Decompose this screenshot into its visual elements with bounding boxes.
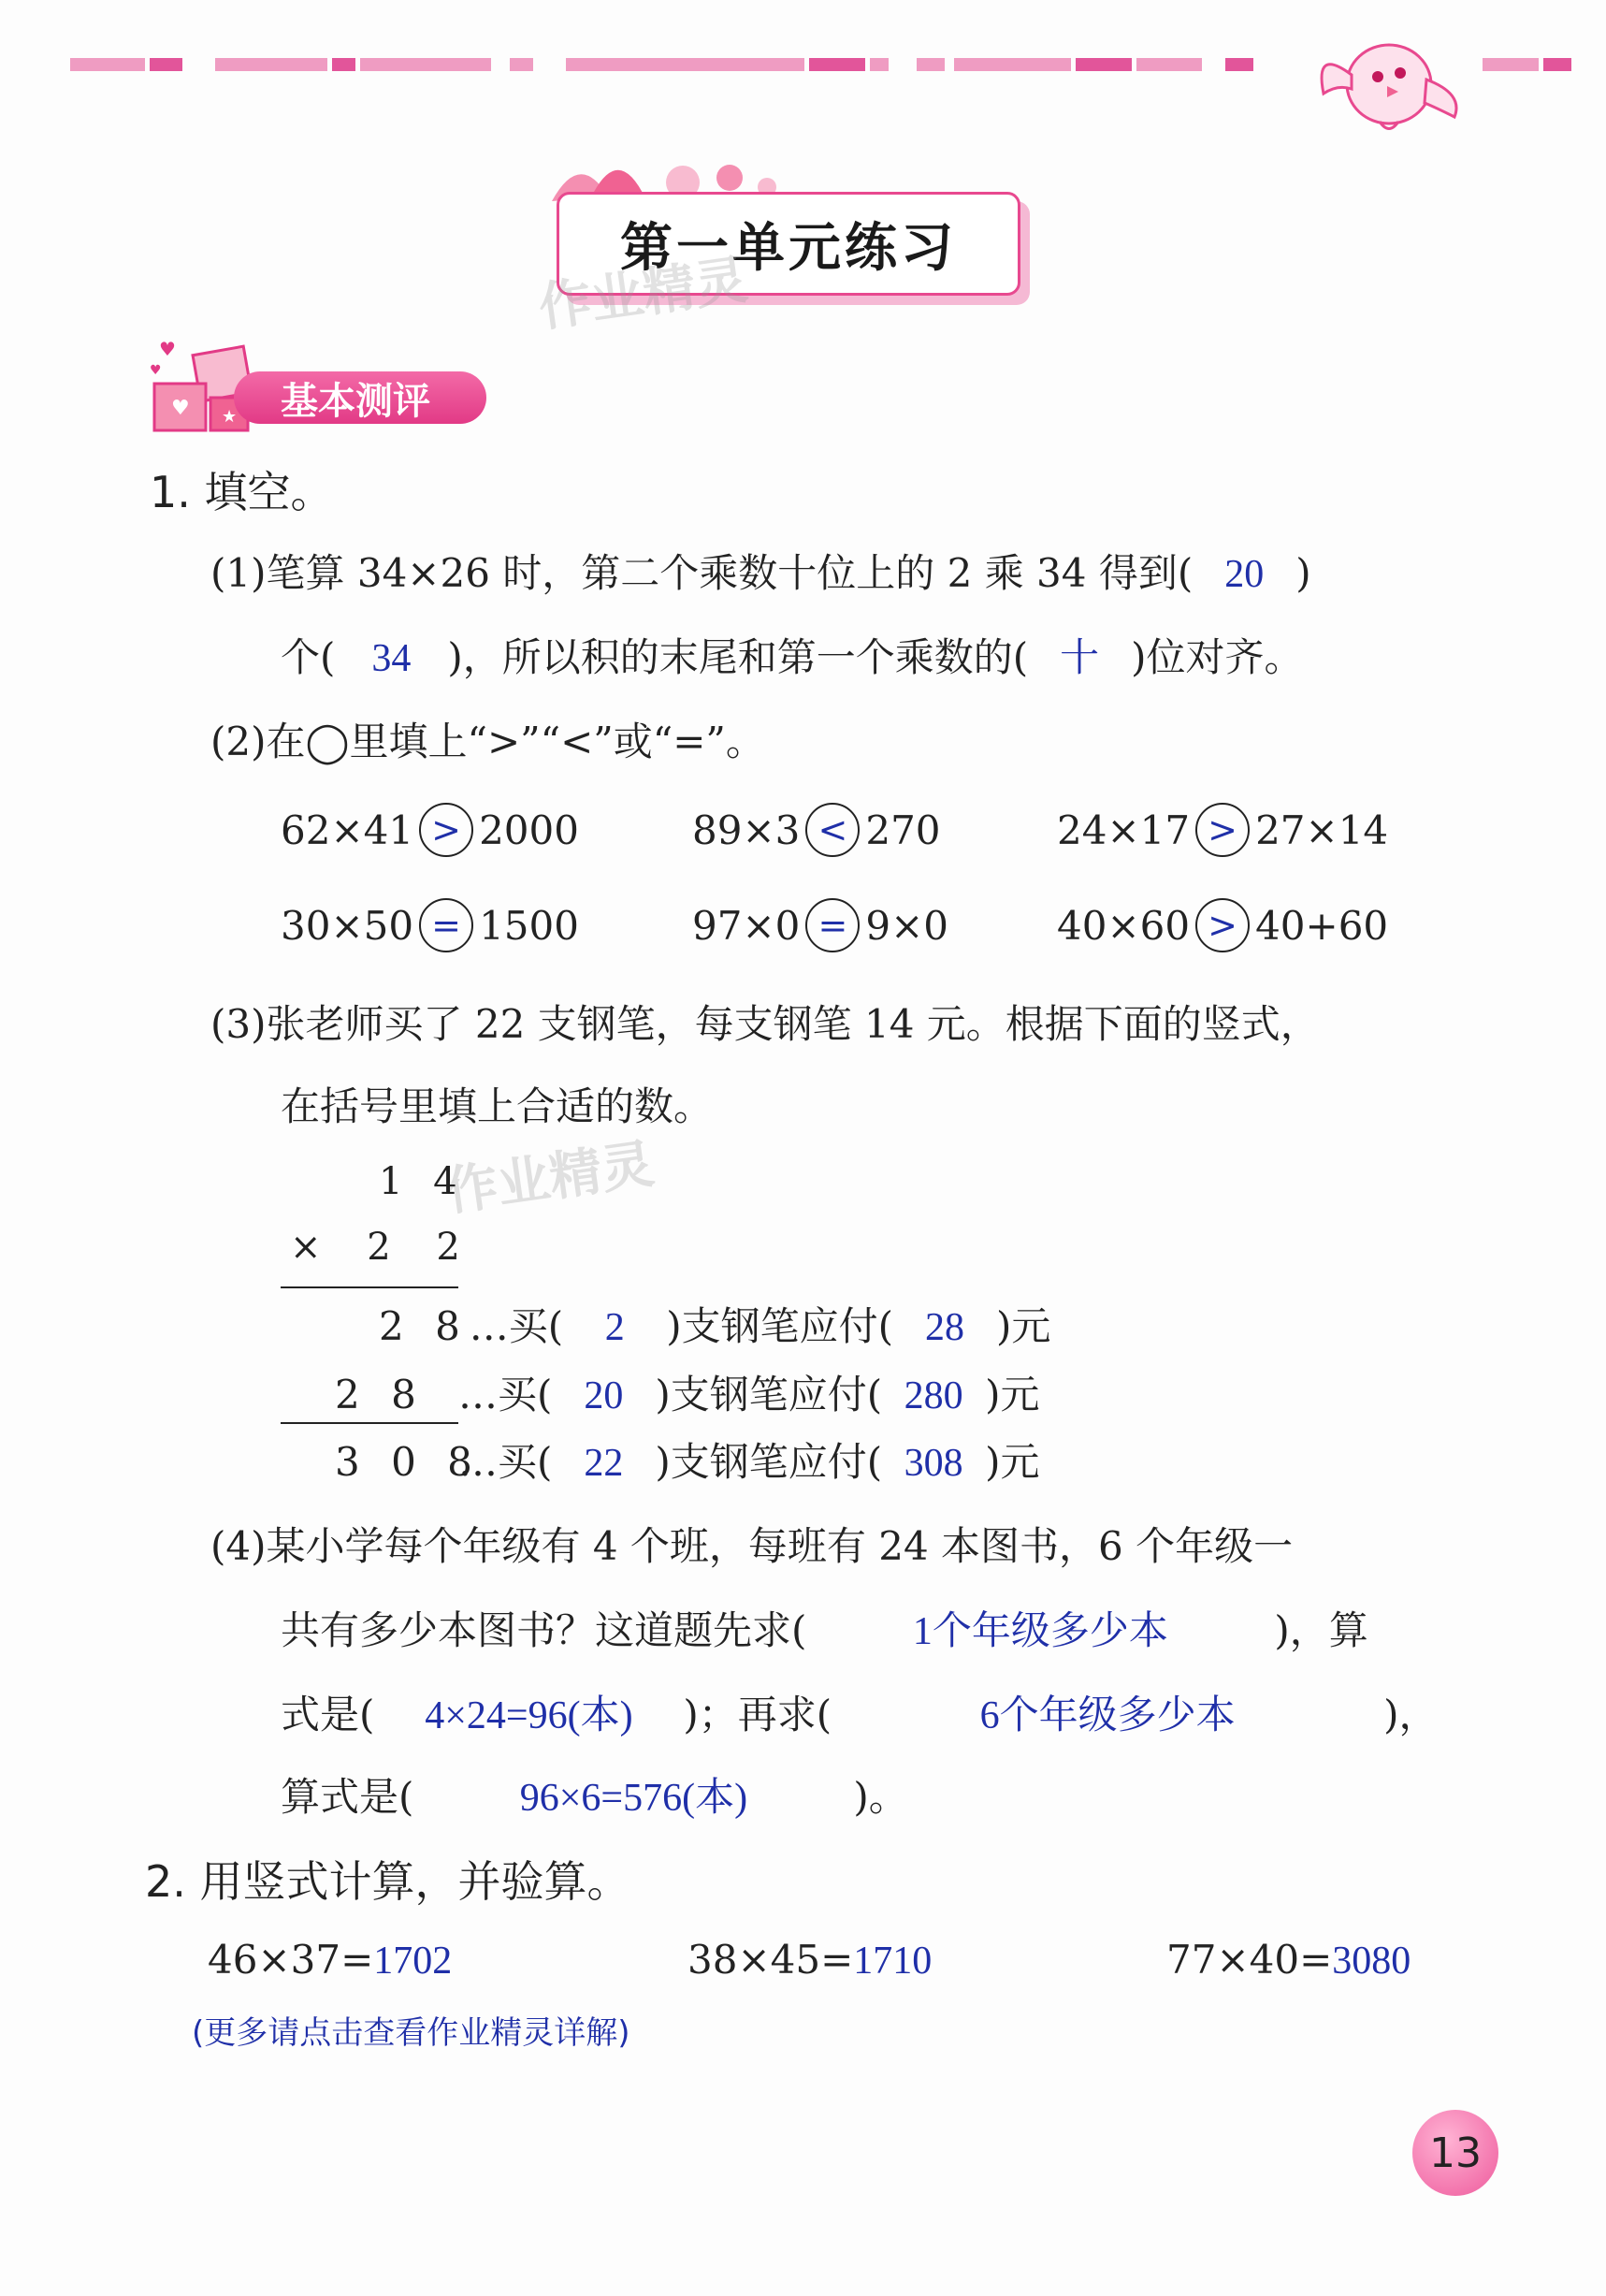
answer: 22 bbox=[584, 1442, 624, 1485]
svg-text:♥: ♥ bbox=[150, 363, 162, 378]
answer: 308 bbox=[904, 1442, 963, 1485]
bird-icon bbox=[1305, 19, 1469, 140]
q1-part3-line2: 在括号里填上合适的数。 bbox=[281, 1083, 714, 1129]
q1-part3-line1: (3)张老师买了 22 支钢笔，每支钢笔 14 元。根据下面的竖式， bbox=[210, 1001, 1320, 1047]
section-badge-label: 基本测评 bbox=[234, 371, 486, 424]
q1-part4-line4: 算式是( 96×6=576(本) )。 bbox=[281, 1766, 908, 1823]
answer: 十 bbox=[1060, 637, 1100, 680]
section-badge bbox=[145, 332, 500, 435]
calc-item: 77×40=3080 bbox=[1166, 1937, 1411, 1983]
comparison-circle: = bbox=[419, 898, 473, 952]
q1-part1-line1: (1)笔算 34×26 时，第二个乘数十位上的 2 乘 34 得到( 20 ) bbox=[210, 550, 1311, 596]
comparison-circle: < bbox=[805, 803, 860, 857]
page-title: 第一单元练习 bbox=[557, 192, 1020, 296]
vertical-multiplier: × 2 2 bbox=[290, 1226, 477, 1269]
answer: 280 bbox=[904, 1374, 963, 1417]
answer: 2 bbox=[604, 1306, 625, 1349]
watermark: 作业精灵 bbox=[441, 1133, 658, 1224]
comparison-item: 89×3 < 270 bbox=[692, 803, 941, 857]
vertical-rule bbox=[281, 1422, 458, 1424]
svg-text:★: ★ bbox=[222, 407, 238, 427]
q1-part4-line3: 式是( 4×24=96(本) )；再求( 6个年级多少本 )， bbox=[281, 1684, 1439, 1740]
answer: 34 bbox=[371, 637, 412, 680]
svg-text:♥: ♥ bbox=[159, 338, 176, 360]
comparison-item: 97×0 = 9×0 bbox=[692, 898, 948, 952]
vertical-row: 2 8 …买( 20 )支钢笔应付( 280 )元 bbox=[335, 1372, 1040, 1417]
comparison-item: 62×41 > 2000 bbox=[281, 803, 579, 857]
question-2-heading: 2. 用竖式计算，并验算。 bbox=[145, 1856, 630, 1907]
answer: 1702 bbox=[373, 1940, 453, 1983]
comparison-item: 40×60 > 40+60 bbox=[1057, 898, 1388, 952]
comparison-circle: > bbox=[1195, 898, 1250, 952]
comparison-item: 30×50 = 1500 bbox=[281, 898, 579, 952]
q1-part2-intro: (2)在◯里填上“>”“<”或“=”。 bbox=[210, 719, 765, 764]
answer: 1710 bbox=[853, 1940, 933, 1983]
q1-part1-line2: 个( 34 )，所以积的末尾和第一个乘数的( 十 )位对齐。 bbox=[281, 627, 1304, 683]
vertical-rule bbox=[281, 1286, 458, 1288]
vertical-row: 2 8…买( 2 )支钢笔应付( 28 )元 bbox=[379, 1303, 1051, 1349]
answer: 20 bbox=[584, 1374, 624, 1417]
comparison-item: 24×17 > 27×14 bbox=[1057, 803, 1388, 857]
q1-part4-line2: 共有多少本图书？这道题先求( 1个年级多少本 )，算 bbox=[281, 1600, 1368, 1656]
calc-item: 38×45=1710 bbox=[687, 1937, 933, 1983]
comparison-circle: > bbox=[1195, 803, 1250, 857]
q1-part4-line1: (4)某小学每个年级有 4 个班，每班有 24 本图书，6 个年级一 bbox=[210, 1523, 1294, 1569]
answer: 3080 bbox=[1332, 1940, 1411, 1983]
svg-text:♥: ♥ bbox=[171, 397, 190, 420]
answer: 6个年级多少本 bbox=[979, 1694, 1236, 1737]
vertical-top-number: 1 4 bbox=[379, 1160, 467, 1203]
question-1-heading: 1. 填空。 bbox=[150, 467, 334, 517]
answer: 1个年级多少本 bbox=[912, 1610, 1168, 1653]
answer: 20 bbox=[1224, 553, 1265, 596]
calc-item: 46×37=1702 bbox=[208, 1937, 453, 1983]
answer: 4×24=96(本) bbox=[425, 1694, 633, 1737]
answer: 96×6=576(本) bbox=[519, 1777, 748, 1820]
vertical-row: 3 0 8…买( 22 )支钢笔应付( 308 )元 bbox=[335, 1439, 1040, 1485]
answer: 28 bbox=[924, 1306, 964, 1349]
watermark: 作业精灵 bbox=[535, 249, 752, 340]
comparison-circle: = bbox=[805, 898, 860, 952]
page-number: 13 bbox=[1412, 2110, 1498, 2196]
comparison-circle: > bbox=[419, 803, 473, 857]
more-details-link[interactable]: (更多请点击查看作业精灵详解) bbox=[192, 2014, 630, 2052]
